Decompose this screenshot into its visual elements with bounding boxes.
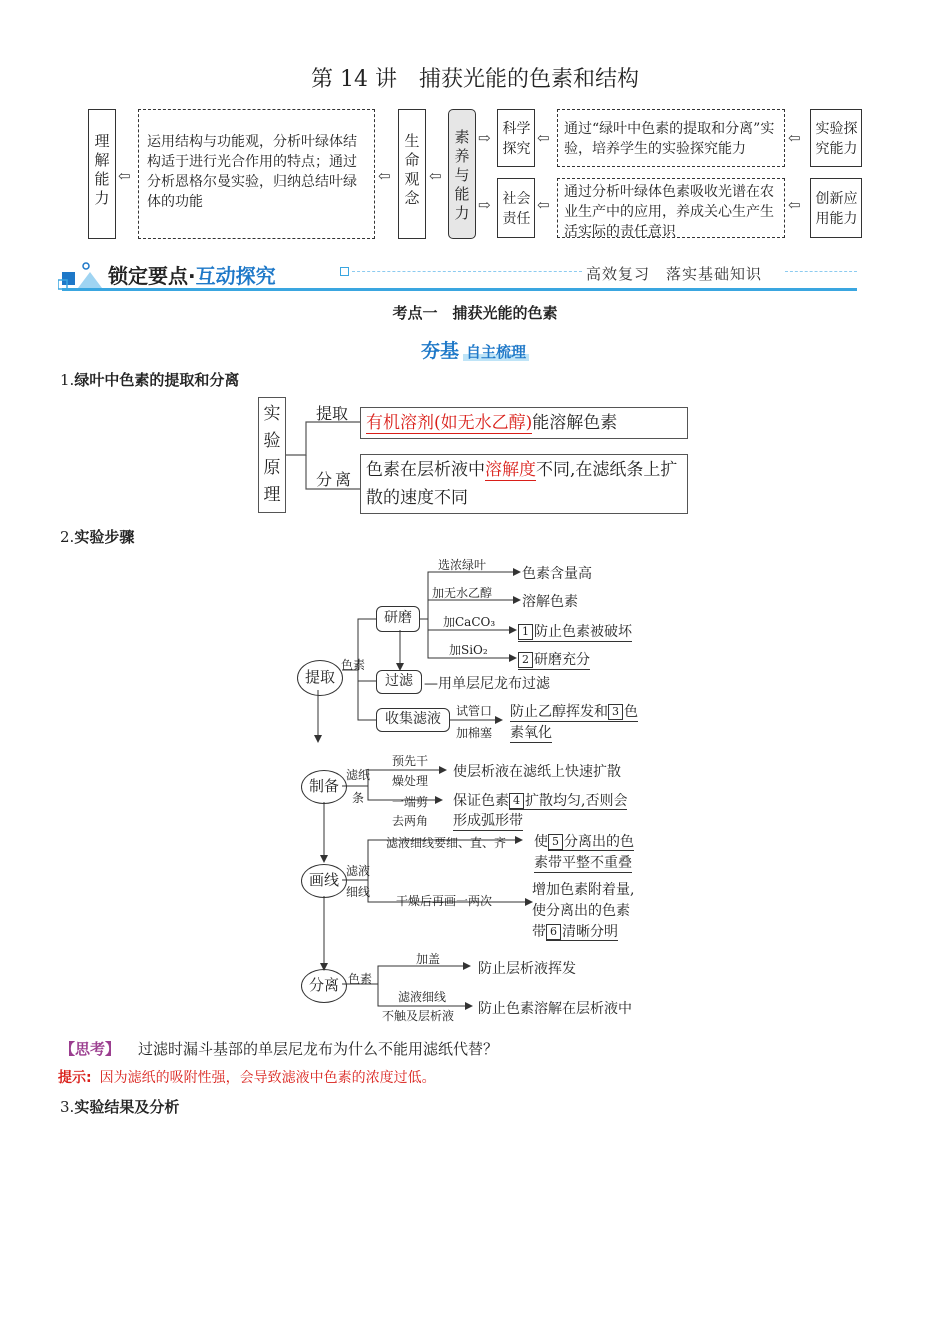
draw-branch1-label: 滤液细线要细、直、齐 bbox=[386, 836, 507, 850]
answer-blank-6: 6 bbox=[546, 924, 561, 940]
grind-branch1-label: 选浓绿叶 bbox=[438, 558, 487, 572]
grind-branch3-text bbox=[518, 621, 632, 642]
section-heading: 考点一 捕获光能的色素 bbox=[392, 304, 558, 322]
separate-principle-pre: 色素在层析液中 bbox=[366, 460, 485, 480]
extract-label: 提取 bbox=[316, 404, 349, 423]
separate-branch2-text: 防止色素溶解在层析液中 bbox=[478, 1001, 632, 1017]
grind-branch2-label: 加无水乙醇 bbox=[432, 586, 493, 600]
think-question: 过滤时漏斗基部的单层尼龙布为什么不能用滤纸代替？ bbox=[138, 1040, 499, 1058]
subsection-heading bbox=[0, 336, 950, 363]
prepare-branch2-text-1 bbox=[453, 790, 627, 810]
separate-branch2-label-1: 滤液细线 bbox=[398, 990, 447, 1004]
filter-text: —用单层尼龙布过滤 bbox=[424, 676, 550, 692]
science-inquiry-text-box bbox=[557, 109, 785, 167]
extract-principle-red: 有机溶剂(如无水乙醇) bbox=[366, 413, 533, 433]
banner-dashed-line bbox=[352, 271, 582, 272]
banner-square-icon bbox=[340, 267, 349, 276]
social-responsibility-text-box bbox=[557, 178, 785, 238]
principle-label: 实验原理 bbox=[263, 404, 281, 505]
science-inquiry-text: 通过“绿叶中色素的提取和分离”实验，培养学生的实验探究能力 bbox=[564, 121, 775, 157]
draw-edge-label-2: 细线 bbox=[346, 885, 371, 899]
extract-principle-box bbox=[360, 407, 688, 439]
grind-node: 研磨 bbox=[376, 606, 420, 632]
grind-branch3-value: 防止色素被破坏 bbox=[534, 624, 632, 640]
item3-title: 实验结果及分析 bbox=[74, 1098, 180, 1116]
separate-label: 分离 bbox=[316, 470, 355, 489]
innovation-ability-box bbox=[810, 178, 862, 238]
arrow-left-icon: ⇦ bbox=[378, 167, 391, 185]
draw-branch1-text-2: 素带平整不重叠 bbox=[534, 852, 632, 873]
collect-node: 收集滤液 bbox=[376, 708, 450, 732]
item3-number: 3. bbox=[60, 1098, 75, 1116]
draw-branch1-text-1 bbox=[534, 831, 634, 851]
banner-title-right: 互动探究 bbox=[195, 264, 276, 288]
separate-node: 分离 bbox=[301, 969, 347, 1003]
core-literacy-label: 素养与能力 bbox=[454, 128, 470, 222]
prepare-branch2-text-2: 形成弧形带 bbox=[453, 810, 523, 831]
collect-text-1 bbox=[510, 701, 638, 722]
item2-heading bbox=[60, 526, 134, 547]
banner-underline bbox=[62, 288, 857, 291]
subsection-heading-a: 夯基 bbox=[420, 340, 459, 362]
separate-principle-box bbox=[360, 454, 688, 514]
prepare-branch1-label-2: 燥处理 bbox=[392, 774, 429, 788]
extract-principle-text: 能溶解色素 bbox=[532, 413, 618, 433]
item1-number: 1. bbox=[60, 371, 75, 389]
draw-edge-label-1: 滤液 bbox=[346, 864, 371, 878]
prepare-edge-label-2: 条 bbox=[352, 791, 365, 805]
filter-node: 过滤 bbox=[376, 670, 422, 694]
draw-branch2-text-2: 使分离出的色素 bbox=[532, 903, 630, 919]
item2-title: 实验步骤 bbox=[74, 528, 135, 546]
draw-node: 画线 bbox=[301, 864, 347, 898]
prepare-branch2-label-2: 去两角 bbox=[392, 814, 429, 828]
separate-edge-label: 色素 bbox=[348, 972, 373, 986]
principle-box bbox=[258, 397, 286, 513]
banner-title-dot: · bbox=[188, 264, 196, 288]
grind-branch4-text bbox=[518, 649, 590, 670]
collect-text-1-b: 色 bbox=[624, 704, 638, 720]
innovation-ability-label: 创新应用能力 bbox=[815, 191, 858, 227]
grind-branch4-label: 加SiO₂ bbox=[449, 643, 488, 657]
separate-branch2-label-2: 不触及层析液 bbox=[382, 1009, 455, 1023]
separate-principle-red: 溶解度 bbox=[485, 460, 536, 480]
grind-branch4-value: 研磨充分 bbox=[534, 652, 590, 668]
banner-title-left: 锁定要点 bbox=[108, 264, 188, 288]
collect-text-2: 素氧化 bbox=[510, 722, 552, 743]
page-title: 第 14 讲 捕获光能的色素和结构 bbox=[311, 67, 639, 92]
social-responsibility-label: 社会责任 bbox=[502, 191, 531, 227]
arrow-left-icon: ⇦ bbox=[788, 196, 801, 214]
draw-branch2-text-3-a: 带 bbox=[532, 924, 546, 940]
think-block bbox=[60, 1038, 498, 1059]
extract-node: 提取 bbox=[297, 660, 343, 696]
banner-dashed-line-right bbox=[785, 271, 857, 272]
subsection-heading-b: 自主梳理 bbox=[463, 343, 529, 361]
banner-tagline: 高效复习 落实基础知识 bbox=[586, 265, 763, 283]
arrow-left-icon: ⇦ bbox=[429, 167, 442, 185]
draw-branch2-label: 干燥后再画一两次 bbox=[396, 894, 493, 908]
draw-branch1-text-1-b: 分离出的色 bbox=[564, 834, 634, 850]
grind-branch2-text: 溶解色素 bbox=[522, 594, 578, 610]
extract-edge-label: 色素 bbox=[341, 658, 366, 672]
arrow-left-icon: ⇦ bbox=[537, 129, 550, 147]
science-inquiry-box bbox=[497, 109, 535, 167]
think-label: 【思考】 bbox=[60, 1040, 121, 1058]
hint-text: 因为滤纸的吸附性强，会导致滤液中色素的浓度过低。 bbox=[99, 1070, 436, 1086]
arrow-right-icon: ⇨ bbox=[478, 196, 491, 214]
answer-blank-1: 1 bbox=[518, 624, 533, 640]
prepare-branch1-label-1: 预先干 bbox=[392, 754, 429, 768]
grind-branch3-label: 加CaCO₃ bbox=[443, 615, 496, 629]
arrow-left-icon: ⇦ bbox=[537, 196, 550, 214]
draw-branch2-text-1: 增加色素附着量, bbox=[532, 882, 635, 898]
prepare-edge-label-1: 滤纸 bbox=[346, 768, 371, 782]
grind-branch1-text: 色素含量高 bbox=[522, 566, 592, 582]
experiment-ability-label: 实验探究能力 bbox=[815, 121, 858, 157]
answer-blank-3: 3 bbox=[608, 704, 623, 720]
science-inquiry-label: 科学探究 bbox=[502, 121, 531, 157]
understanding-ability-box bbox=[88, 109, 116, 239]
understanding-ability-label: 理解能力 bbox=[94, 132, 110, 207]
separate-principle-post: 不同,在滤纸条上扩散的速度不同 bbox=[366, 460, 678, 508]
item2-number: 2. bbox=[60, 528, 75, 546]
answer-blank-4: 4 bbox=[509, 793, 524, 809]
life-concept-label: 生命观念 bbox=[404, 132, 420, 207]
prepare-branch1-text: 使层析液在滤纸上快速扩散 bbox=[453, 764, 621, 780]
collect-label-2: 加棉塞 bbox=[456, 726, 493, 740]
draw-branch2-text-3-b: 清晰分明 bbox=[562, 924, 618, 940]
collect-text-1-a: 防止乙醇挥发和 bbox=[510, 704, 608, 720]
separate-branch1-text: 防止层析液挥发 bbox=[478, 961, 576, 977]
answer-blank-5: 5 bbox=[548, 834, 563, 850]
arrow-left-icon: ⇦ bbox=[118, 167, 131, 185]
arrow-right-icon: ⇨ bbox=[478, 129, 491, 147]
hint-block bbox=[58, 1067, 436, 1087]
item3-heading bbox=[60, 1096, 179, 1117]
understanding-text: 运用结构与功能观，分析叶绿体结构适于进行光合作用的特点；通过分析恩格尔曼实验，归纳总结叶绿体的功能 bbox=[147, 134, 357, 210]
item1-title: 绿叶中色素的提取和分离 bbox=[74, 371, 240, 389]
item1-heading bbox=[60, 369, 239, 390]
prepare-node: 制备 bbox=[301, 770, 347, 804]
social-responsibility-text: 通过分析叶绿体色素吸收光谱在农业生产中的应用，养成关心生产生活实际的责任意识 bbox=[564, 184, 774, 240]
prepare-branch2-text-1-b: 扩散均匀,否则会 bbox=[525, 793, 628, 809]
draw-branch2-text-3 bbox=[532, 921, 618, 941]
understanding-text-box bbox=[138, 109, 375, 239]
separate-branch1-label: 加盖 bbox=[416, 952, 441, 966]
arrow-left-icon: ⇦ bbox=[788, 129, 801, 147]
experiment-ability-box bbox=[810, 109, 862, 167]
core-literacy-box bbox=[448, 109, 476, 239]
answer-blank-2: 2 bbox=[518, 652, 533, 668]
social-responsibility-box bbox=[497, 178, 535, 238]
prepare-branch2-text-1-a: 保证色素 bbox=[453, 793, 509, 809]
draw-branch1-text-1-a: 使 bbox=[534, 834, 548, 850]
life-concept-box bbox=[398, 109, 426, 239]
hint-label: 提示: bbox=[58, 1070, 92, 1086]
prepare-branch2-label-1: 一端剪 bbox=[392, 795, 429, 809]
collect-label-1: 试管口 bbox=[456, 704, 493, 718]
